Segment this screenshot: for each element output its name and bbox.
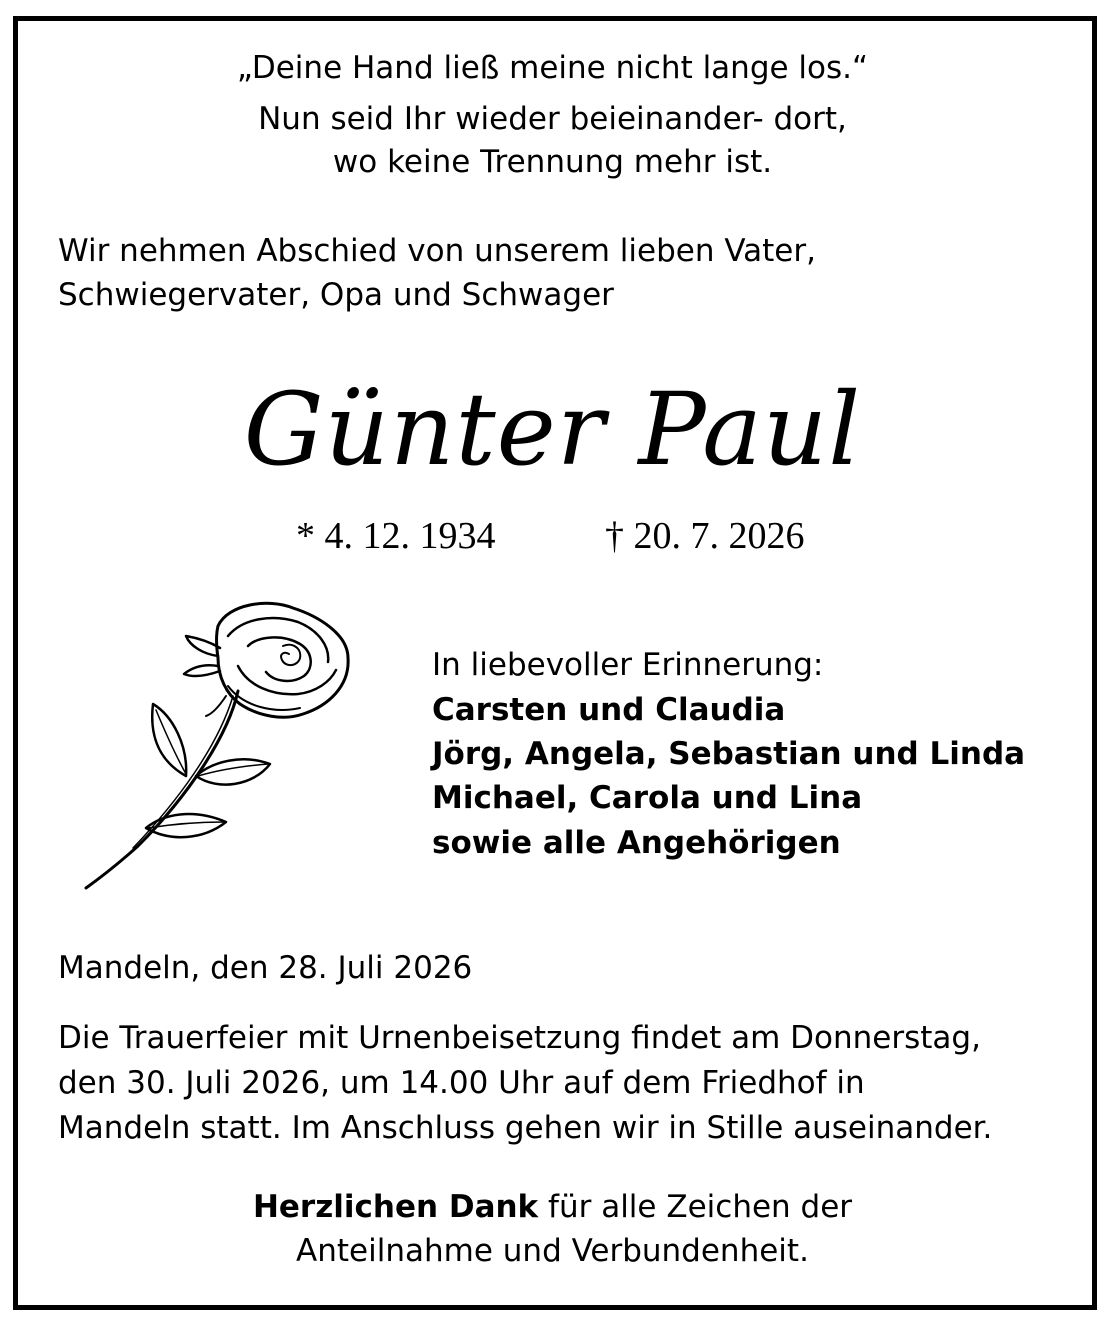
- mourner-line: sowie alle Angehörigen: [432, 825, 841, 861]
- mourner-line: Carsten und Claudia: [432, 692, 786, 728]
- rose-icon: [78, 596, 358, 892]
- place-date: Mandeln, den 28. Juli 2026: [58, 950, 473, 986]
- deceased-name: Günter Paul: [243, 371, 862, 488]
- quote-line-2: Nun seid Ihr wieder beieinander- dort,: [258, 101, 847, 137]
- quote-line-3: wo keine Trennung mehr ist.: [332, 144, 773, 180]
- mourner-line: Michael, Carola und Lina: [432, 780, 863, 816]
- intro-line-2: Schwiegervater, Opa und Schwager: [58, 277, 614, 313]
- death-date: † 20. 7. 2026: [605, 515, 805, 557]
- mourners-heading: In liebevoller Erinnerung:: [432, 647, 824, 683]
- quote-line-1: „Deine Hand ließ meine nicht lange los.“: [236, 50, 869, 86]
- birth-date: * 4. 12. 1934: [296, 515, 496, 557]
- intro-line-1: Wir nehmen Abschied von unserem lieben Vater,: [58, 233, 816, 269]
- thanks-line-2: Anteilnahme und Verbundenheit.: [296, 1233, 809, 1269]
- ceremony-line-3: Mandeln statt. Im Anschluss gehen wir in Stille auseinander.: [58, 1110, 993, 1146]
- thanks-emphasis: Herzlichen Dank: [252, 1189, 539, 1225]
- thanks-text: für alle Zeichen der: [538, 1189, 853, 1225]
- thanks-line-1: [0, 1185, 1105, 1229]
- ceremony-line-2: den 30. Juli 2026, um 14.00 Uhr auf dem Friedhof in: [58, 1065, 865, 1101]
- ceremony-line-1: Die Trauerfeier mit Urnenbeisetzung findet am Donnerstag,: [58, 1020, 981, 1056]
- mourner-line: Jörg, Angela, Sebastian und Linda: [432, 736, 1026, 772]
